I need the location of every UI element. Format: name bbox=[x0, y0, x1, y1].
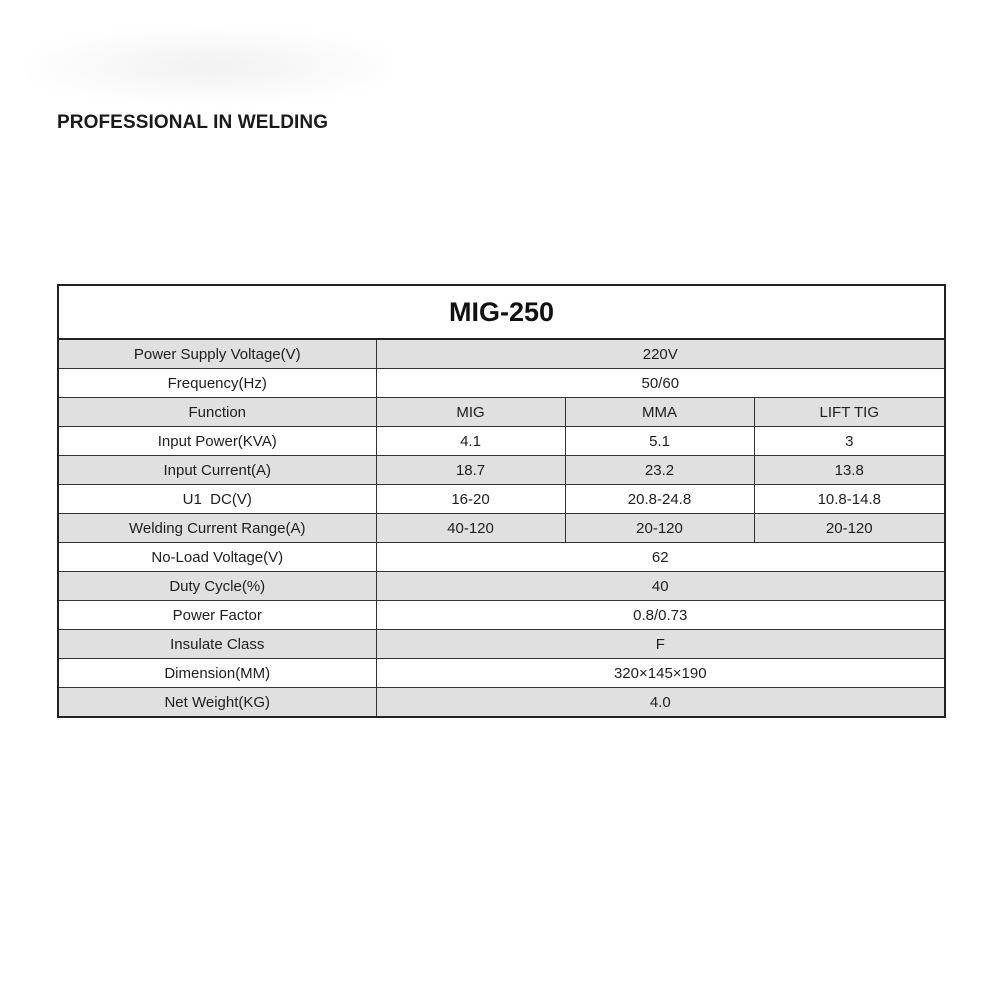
row-value: 62 bbox=[376, 543, 945, 572]
row-value: 3 bbox=[754, 427, 945, 456]
row-value: 4.0 bbox=[376, 688, 945, 718]
row-value: 16-20 bbox=[376, 485, 565, 514]
table-title: MIG-250 bbox=[58, 285, 945, 339]
row-value: 23.2 bbox=[565, 456, 754, 485]
table-title-row bbox=[58, 285, 945, 339]
row-value: 320×145×190 bbox=[376, 659, 945, 688]
row-value: 10.8-14.8 bbox=[754, 485, 945, 514]
row-value: 0.8/0.73 bbox=[376, 601, 945, 630]
table-row bbox=[58, 514, 945, 543]
row-value: F bbox=[376, 630, 945, 659]
row-value: 220V bbox=[376, 339, 945, 369]
row-label: Input Power(KVA) bbox=[58, 427, 376, 456]
row-value: 20-120 bbox=[565, 514, 754, 543]
row-value: LIFT TIG bbox=[754, 398, 945, 427]
spec-table bbox=[57, 284, 946, 718]
row-value: 50/60 bbox=[376, 369, 945, 398]
table-row bbox=[58, 543, 945, 572]
row-label: Dimension(MM) bbox=[58, 659, 376, 688]
row-value: 20.8-24.8 bbox=[565, 485, 754, 514]
row-label: Frequency(Hz) bbox=[58, 369, 376, 398]
row-label: Insulate Class bbox=[58, 630, 376, 659]
row-label: Duty Cycle(%) bbox=[58, 572, 376, 601]
row-value: 5.1 bbox=[565, 427, 754, 456]
row-label: Input Current(A) bbox=[58, 456, 376, 485]
table-row bbox=[58, 339, 945, 369]
table-row bbox=[58, 572, 945, 601]
row-value: 40-120 bbox=[376, 514, 565, 543]
row-label: U1 DC(V) bbox=[58, 485, 376, 514]
row-value: 18.7 bbox=[376, 456, 565, 485]
row-value: 13.8 bbox=[754, 456, 945, 485]
row-value: 4.1 bbox=[376, 427, 565, 456]
row-label: Power Supply Voltage(V) bbox=[58, 339, 376, 369]
row-value: MIG bbox=[376, 398, 565, 427]
row-label: Welding Current Range(A) bbox=[58, 514, 376, 543]
row-label: Function bbox=[58, 398, 376, 427]
table-row bbox=[58, 630, 945, 659]
table-row bbox=[58, 601, 945, 630]
table-row bbox=[58, 427, 945, 456]
table-row bbox=[58, 369, 945, 398]
row-value: 20-120 bbox=[754, 514, 945, 543]
table-row bbox=[58, 485, 945, 514]
table-row bbox=[58, 659, 945, 688]
row-label: Net Weight(KG) bbox=[58, 688, 376, 718]
row-value: MMA bbox=[565, 398, 754, 427]
row-value: 40 bbox=[376, 572, 945, 601]
table-row bbox=[58, 456, 945, 485]
row-label: No-Load Voltage(V) bbox=[58, 543, 376, 572]
table-row bbox=[58, 688, 945, 718]
page-heading: PROFESSIONAL IN WELDING bbox=[57, 112, 329, 133]
table-row bbox=[58, 398, 945, 427]
row-label: Power Factor bbox=[58, 601, 376, 630]
blurred-logo-area bbox=[30, 30, 390, 102]
